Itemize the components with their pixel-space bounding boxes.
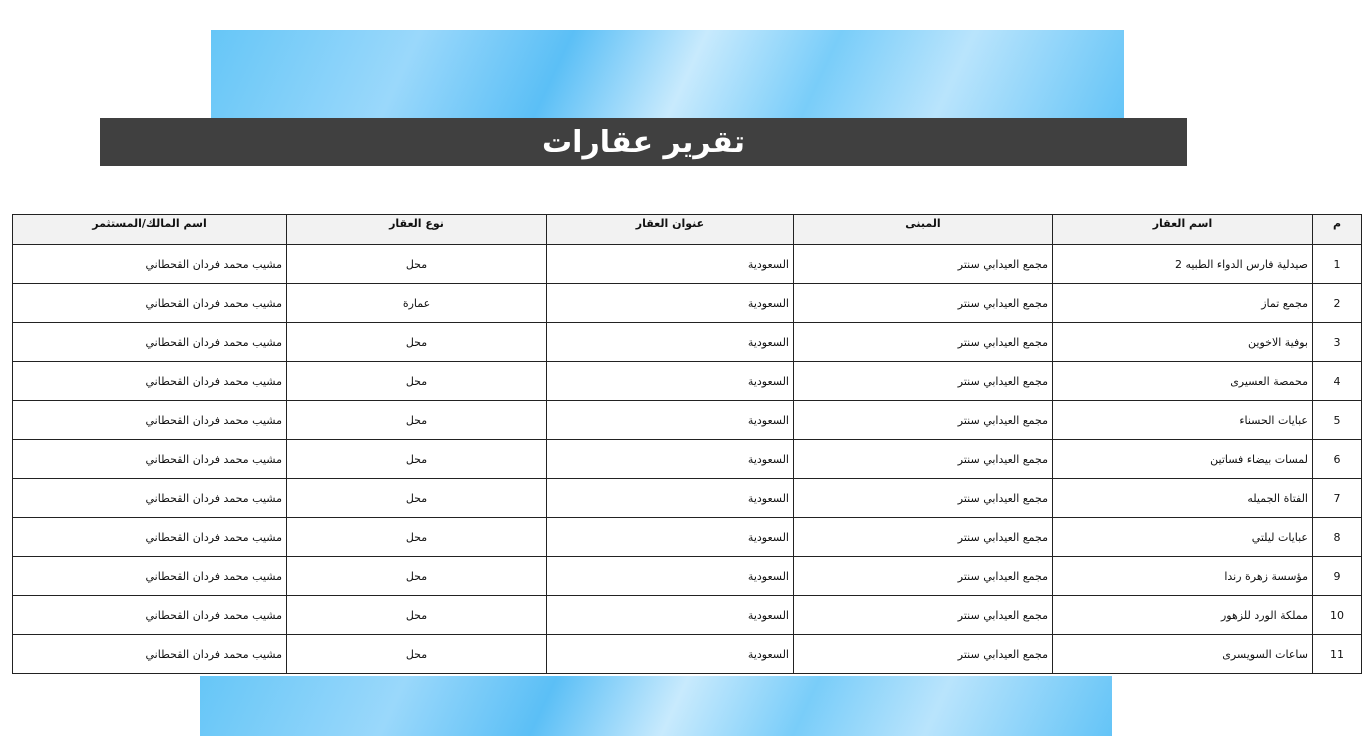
cell-owner: مشيب محمد فردان القحطاني <box>13 401 287 440</box>
cell-building: مجمع العيدابي سنتر <box>794 479 1053 518</box>
cell-building: مجمع العيدابي سنتر <box>794 635 1053 674</box>
cell-type: عمارة <box>287 284 547 323</box>
table-row <box>13 362 1362 401</box>
cell-address: السعودية <box>547 596 794 635</box>
cell-num: 8 <box>1313 518 1362 557</box>
table-row <box>13 323 1362 362</box>
cell-owner: مشيب محمد فردان القحطاني <box>13 323 287 362</box>
cell-num: 5 <box>1313 401 1362 440</box>
cell-type: محل <box>287 635 547 674</box>
table-row <box>13 479 1362 518</box>
cell-address: السعودية <box>547 440 794 479</box>
cell-owner: مشيب محمد فردان القحطاني <box>13 284 287 323</box>
cell-type: محل <box>287 245 547 284</box>
cell-type: محل <box>287 440 547 479</box>
cell-owner: مشيب محمد فردان القحطاني <box>13 557 287 596</box>
table-row <box>13 245 1362 284</box>
cell-num: 9 <box>1313 557 1362 596</box>
table-header-row <box>13 215 1362 245</box>
cell-num: 2 <box>1313 284 1362 323</box>
table-row <box>13 635 1362 674</box>
cell-address: السعودية <box>547 635 794 674</box>
header-building: المبنى <box>794 215 1053 245</box>
header-num: م <box>1313 215 1362 245</box>
report-table-wrap <box>12 214 1361 674</box>
cell-name: الفتاة الجميله <box>1053 479 1313 518</box>
header-name: اسم العقار <box>1053 215 1313 245</box>
report-title: تقرير عقارات <box>542 124 745 160</box>
cell-address: السعودية <box>547 401 794 440</box>
cell-address: السعودية <box>547 557 794 596</box>
cell-building: مجمع العيدابي سنتر <box>794 284 1053 323</box>
cell-type: محل <box>287 401 547 440</box>
table-row <box>13 596 1362 635</box>
cell-address: السعودية <box>547 323 794 362</box>
cell-building: مجمع العيدابي سنتر <box>794 518 1053 557</box>
cell-name: مؤسسة زهرة رندا <box>1053 557 1313 596</box>
cell-building: مجمع العيدابي سنتر <box>794 245 1053 284</box>
cell-owner: مشيب محمد فردان القحطاني <box>13 596 287 635</box>
cell-building: مجمع العيدابي سنتر <box>794 323 1053 362</box>
cell-num: 3 <box>1313 323 1362 362</box>
header-owner: اسم المالك/المستثمر <box>13 215 287 245</box>
table-row <box>13 284 1362 323</box>
cell-num: 6 <box>1313 440 1362 479</box>
title-bar <box>100 118 1187 166</box>
table-row <box>13 518 1362 557</box>
cell-address: السعودية <box>547 479 794 518</box>
cell-building: مجمع العيدابي سنتر <box>794 401 1053 440</box>
table-row <box>13 401 1362 440</box>
cell-name: مجمع تماز <box>1053 284 1313 323</box>
cell-owner: مشيب محمد فردان القحطاني <box>13 635 287 674</box>
cell-building: مجمع العيدابي سنتر <box>794 557 1053 596</box>
cell-owner: مشيب محمد فردان القحطاني <box>13 362 287 401</box>
header-address: عنوان العقار <box>547 215 794 245</box>
cell-name: بوفية الاخوين <box>1053 323 1313 362</box>
cell-name: لمسات بيضاء فساتين <box>1053 440 1313 479</box>
table-row <box>13 440 1362 479</box>
cell-num: 11 <box>1313 635 1362 674</box>
cell-owner: مشيب محمد فردان القحطاني <box>13 479 287 518</box>
cell-owner: مشيب محمد فردان القحطاني <box>13 518 287 557</box>
cell-name: عبايات الحسناء <box>1053 401 1313 440</box>
table-row <box>13 557 1362 596</box>
top-banner-image <box>211 30 1124 122</box>
properties-table <box>12 214 1362 674</box>
cell-building: مجمع العيدابي سنتر <box>794 440 1053 479</box>
cell-name: عبايات ليلتي <box>1053 518 1313 557</box>
cell-building: مجمع العيدابي سنتر <box>794 362 1053 401</box>
cell-address: السعودية <box>547 284 794 323</box>
cell-type: محل <box>287 323 547 362</box>
cell-num: 10 <box>1313 596 1362 635</box>
cell-type: محل <box>287 596 547 635</box>
bottom-banner-image <box>200 676 1112 736</box>
cell-building: مجمع العيدابي سنتر <box>794 596 1053 635</box>
cell-owner: مشيب محمد فردان القحطاني <box>13 440 287 479</box>
cell-type: محل <box>287 479 547 518</box>
cell-type: محل <box>287 518 547 557</box>
header-type: نوع العقار <box>287 215 547 245</box>
cell-address: السعودية <box>547 245 794 284</box>
cell-num: 4 <box>1313 362 1362 401</box>
cell-owner: مشيب محمد فردان القحطاني <box>13 245 287 284</box>
cell-name: محمصة العسيرى <box>1053 362 1313 401</box>
cell-num: 7 <box>1313 479 1362 518</box>
cell-type: محل <box>287 362 547 401</box>
cell-type: محل <box>287 557 547 596</box>
cell-name: صيدلية فارس الدواء الطبيه 2 <box>1053 245 1313 284</box>
cell-name: ساعات السويسرى <box>1053 635 1313 674</box>
cell-address: السعودية <box>547 518 794 557</box>
cell-num: 1 <box>1313 245 1362 284</box>
cell-address: السعودية <box>547 362 794 401</box>
cell-name: مملكة الورد للزهور <box>1053 596 1313 635</box>
